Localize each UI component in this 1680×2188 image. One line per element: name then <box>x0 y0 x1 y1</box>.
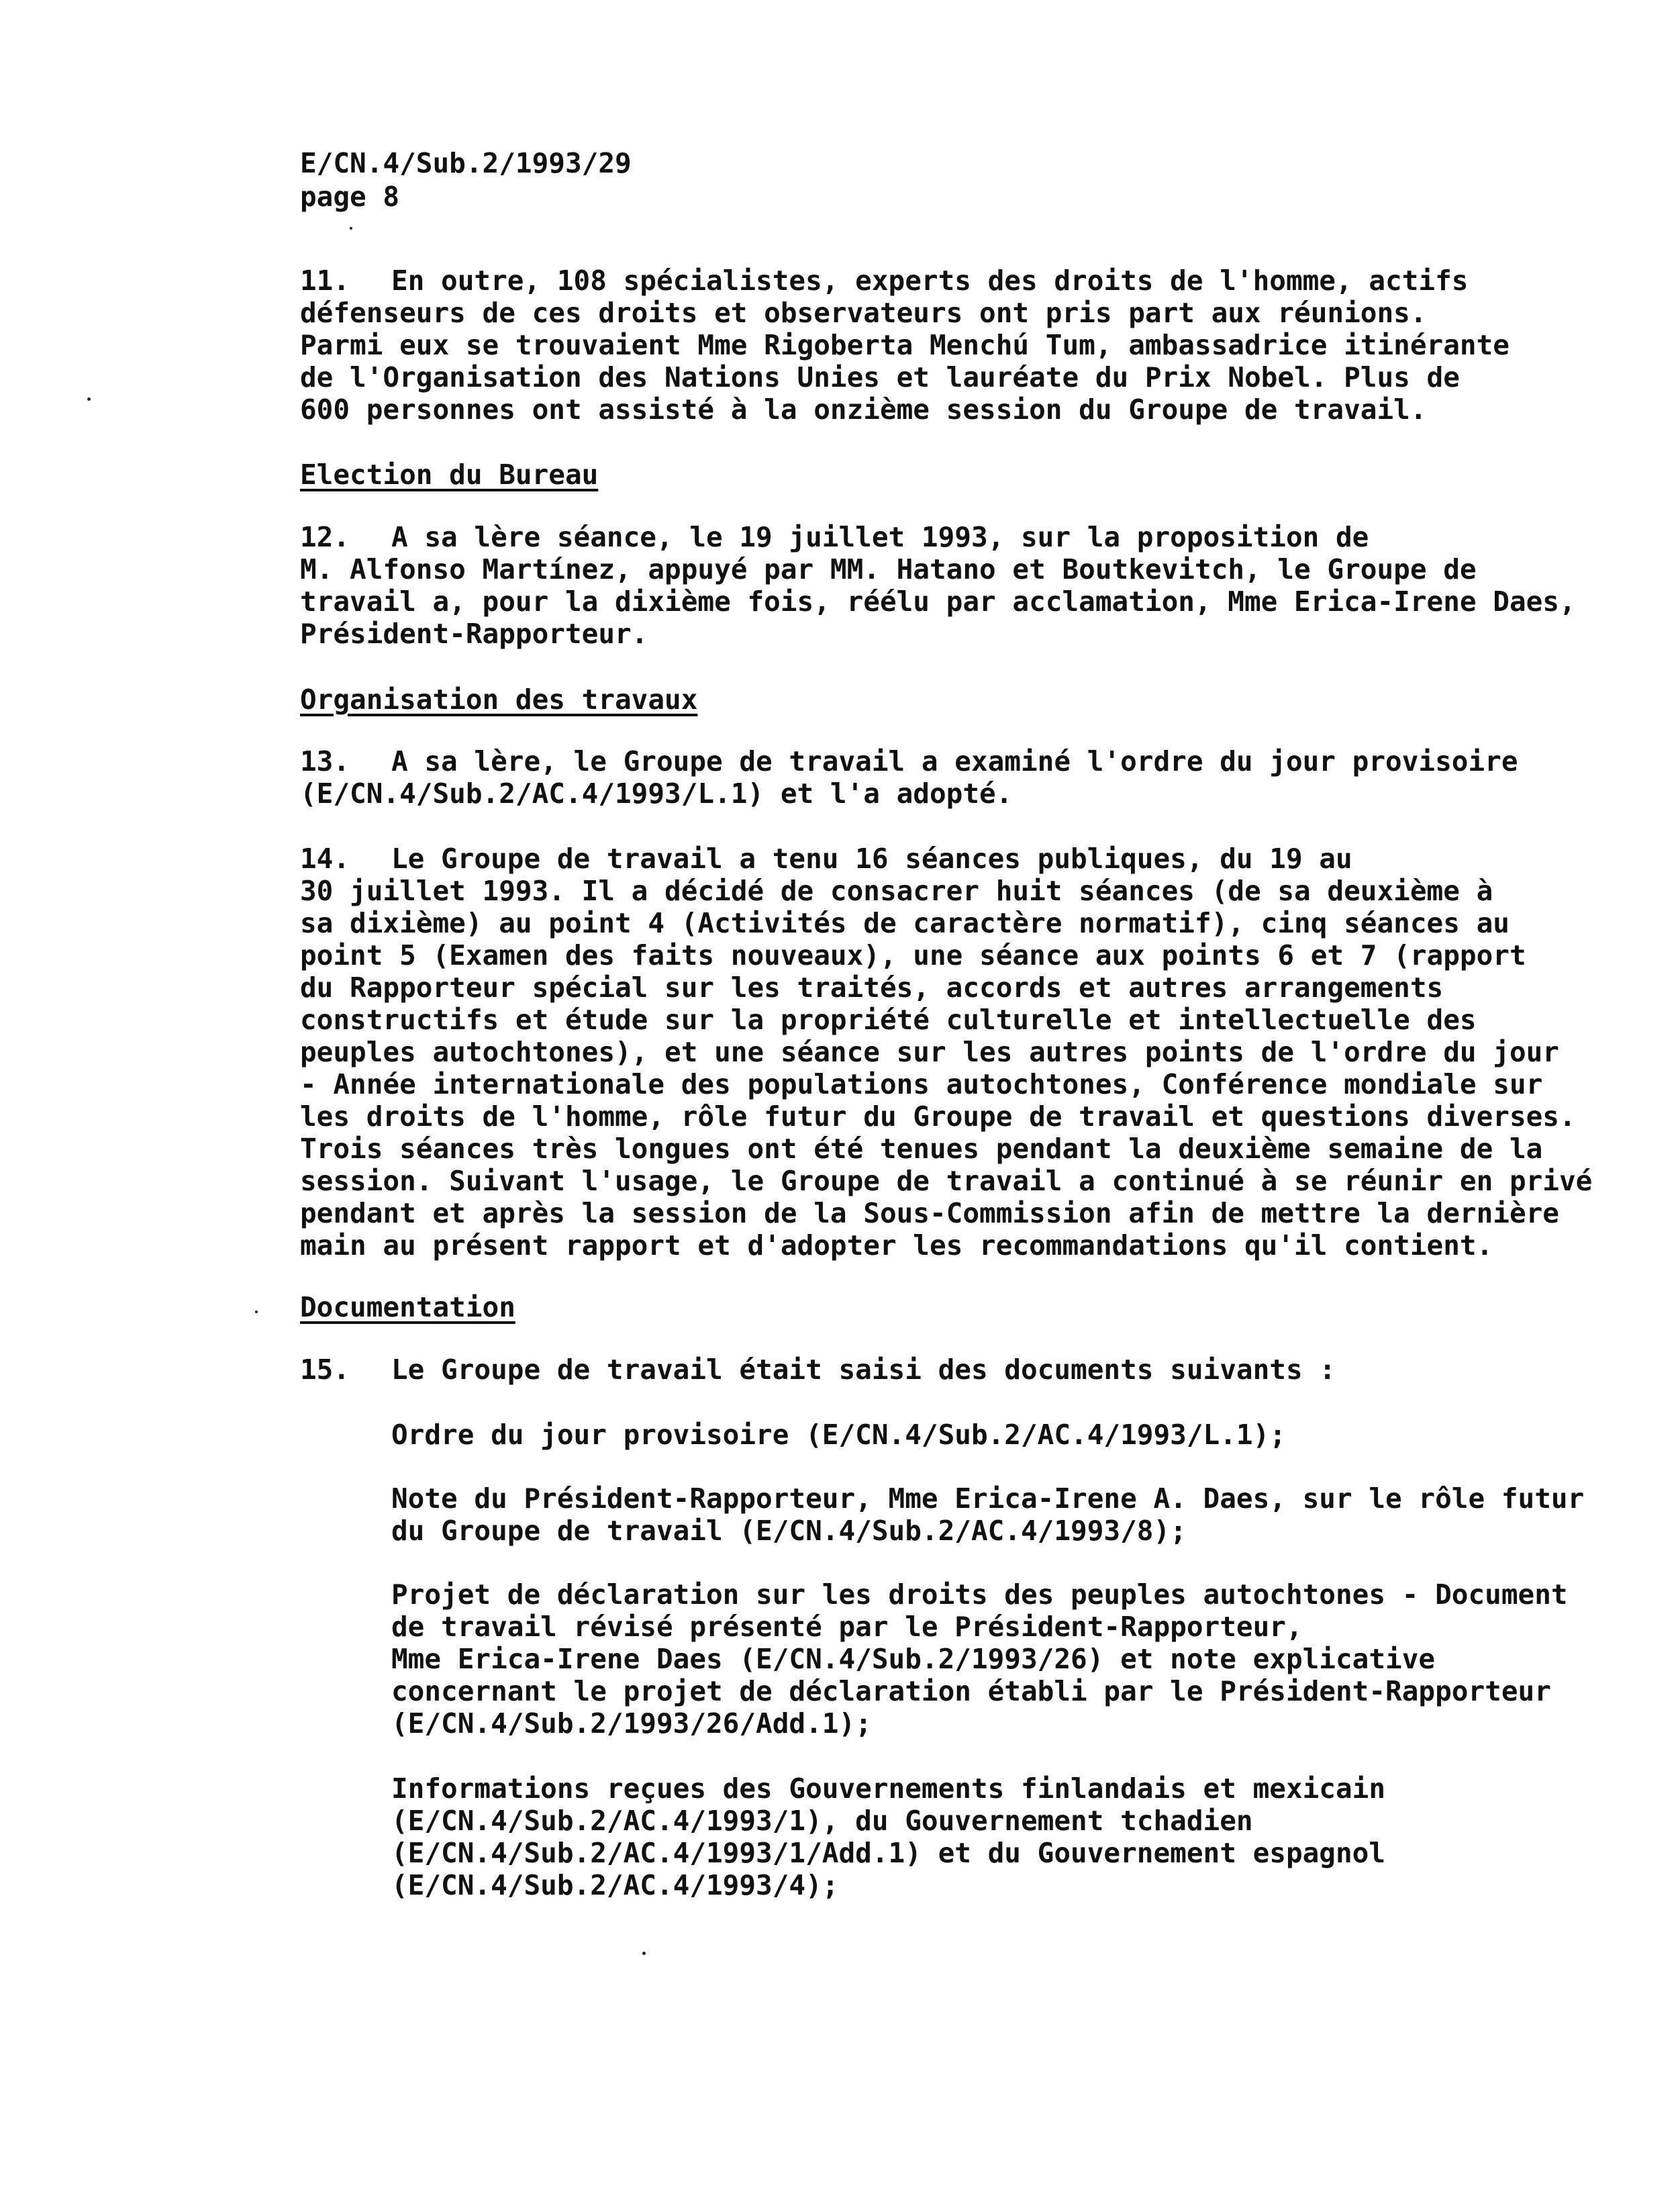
list-item-line: Informations reçues des Gouvernements finlandais et mexicain <box>391 1772 1386 1805</box>
paragraph-line: Président-Rapporteur. <box>300 618 648 650</box>
paragraph-number: 12. <box>300 521 350 553</box>
list-item-line: du Groupe de travail (E/CN.4/Sub.2/AC.4/1993/8); <box>391 1515 1187 1547</box>
paragraph-line: travail a, pour la dixième fois, réélu par acclamation, Mme Erica-Irene Daes, <box>300 585 1576 618</box>
document-symbol: E/CN.4/Sub.2/1993/29 <box>300 147 632 179</box>
paragraph-line: défenseurs de ces droits et observateurs ont pris part aux réunions. <box>300 297 1427 329</box>
paragraph-line: Parmi eux se trouvaient Mme Rigoberta Menchú Tum, ambassadrice itinérante <box>300 329 1510 361</box>
paragraph-number: 13. <box>300 745 350 777</box>
list-item-line: (E/CN.4/Sub.2/AC.4/1993/4); <box>391 1869 839 1901</box>
paragraph-line: pendant et après la session de la Sous-Commission afin de mettre la dernière <box>300 1197 1559 1229</box>
list-item-line: de travail révisé présenté par le Président-Rapporteur, <box>391 1611 1303 1643</box>
paragraph-12 <box>300 521 1576 650</box>
paragraph-line: 13. A sa lère, le Groupe de travail a examiné l'ordre du jour provisoire <box>300 745 1518 777</box>
paragraph-line: peuples autochtones), et une séance sur les autres points de l'ordre du jour <box>300 1036 1559 1068</box>
list-item-line: Projet de déclaration sur les droits des peuples autochtones - Document <box>391 1578 1568 1611</box>
paragraph-11 <box>300 265 1510 426</box>
paragraph-line: constructifs et étude sur la propriété culturelle et intellectuelle des <box>300 1004 1477 1036</box>
page-number: page 8 <box>300 181 400 213</box>
paragraph-number: 11. <box>300 265 350 297</box>
paragraph-line: 12. A sa lère séance, le 19 juillet 1993, sur la proposition de <box>300 521 1369 553</box>
list-item-line: (E/CN.4/Sub.2/AC.4/1993/1), du Gouvernement tchadien <box>391 1805 1253 1837</box>
paragraph-line: sa dixième) au point 4 (Activités de caractère normatif), cinq séances au <box>300 907 1510 939</box>
document-list-item <box>391 1772 1385 1901</box>
paragraph-line: 30 juillet 1993. Il a décidé de consacrer huit séances (de sa deuxième à <box>300 875 1493 907</box>
paragraph-line: 15. Le Groupe de travail était saisi des documents suivants : <box>300 1353 1336 1386</box>
scan-speck <box>87 397 91 401</box>
section-heading-documentation: Documentation <box>300 1291 515 1323</box>
paragraph-line: (E/CN.4/Sub.2/AC.4/1993/L.1) et l'a adopté. <box>300 777 1013 810</box>
scan-speck <box>642 1952 646 1955</box>
paragraph-line: 11. En outre, 108 spécialistes, experts des droits de l'homme, actifs <box>300 265 1469 297</box>
paragraph-line: Trois séances très longues ont été tenues pendant la deuxième semaine de la <box>300 1133 1543 1165</box>
paragraph-line: main au présent rapport et d'adopter les recommandations qu'il contient. <box>300 1229 1493 1262</box>
list-item-line: Mme Erica-Irene Daes (E/CN.4/Sub.2/1993/26) et note explicative <box>391 1643 1436 1675</box>
document-list-item <box>391 1419 1286 1451</box>
paragraph-15 <box>300 1353 1336 1386</box>
paragraph-line: les droits de l'homme, rôle futur du Groupe de travail et questions diverses. <box>300 1100 1576 1133</box>
paragraph-13 <box>300 745 1518 810</box>
scan-speck <box>350 227 352 230</box>
paragraph-number: 15. <box>300 1353 350 1386</box>
list-item-line: Ordre du jour provisoire (E/CN.4/Sub.2/AC.4/1993/L.1); <box>391 1419 1286 1451</box>
paragraph-line: de l'Organisation des Nations Unies et lauréate du Prix Nobel. Plus de <box>300 361 1460 393</box>
section-heading-organisation: Organisation des travaux <box>300 683 698 716</box>
paragraph-line: - Année internationale des populations autochtones, Conférence mondiale sur <box>300 1068 1543 1100</box>
list-item-line: Note du Président-Rapporteur, Mme Erica-Irene A. Daes, sur le rôle futur <box>391 1482 1585 1515</box>
list-item-line: (E/CN.4/Sub.2/1993/26/Add.1); <box>391 1707 872 1740</box>
document-list-item <box>391 1578 1568 1740</box>
document-list-item <box>391 1482 1584 1547</box>
paragraph-14 <box>300 843 1592 1262</box>
paragraph-line: 600 personnes ont assisté à la onzième session du Groupe de travail. <box>300 393 1427 426</box>
paragraph-line: point 5 (Examen des faits nouveaux), une séance aux points 6 et 7 (rapport <box>300 939 1526 971</box>
paragraph-line: M. Alfonso Martínez, appuyé par MM. Hatano et Boutkevitch, le Groupe de <box>300 553 1477 585</box>
list-item-line: concernant le projet de déclaration établi par le Président-Rapporteur <box>391 1675 1551 1707</box>
paragraph-line: du Rapporteur spécial sur les traités, accords et autres arrangements <box>300 971 1444 1004</box>
section-heading-election: Election du Bureau <box>300 459 599 491</box>
document-header <box>300 146 632 213</box>
paragraph-number: 14. <box>300 843 350 875</box>
list-item-line: (E/CN.4/Sub.2/AC.4/1993/1/Add.1) et du Gouvernement espagnol <box>391 1837 1386 1869</box>
paragraph-line: session. Suivant l'usage, le Groupe de travail a continué à se réunir en privé <box>300 1165 1593 1197</box>
scan-speck <box>255 1311 258 1313</box>
paragraph-line: 14. Le Groupe de travail a tenu 16 séances publiques, du 19 au <box>300 843 1352 875</box>
